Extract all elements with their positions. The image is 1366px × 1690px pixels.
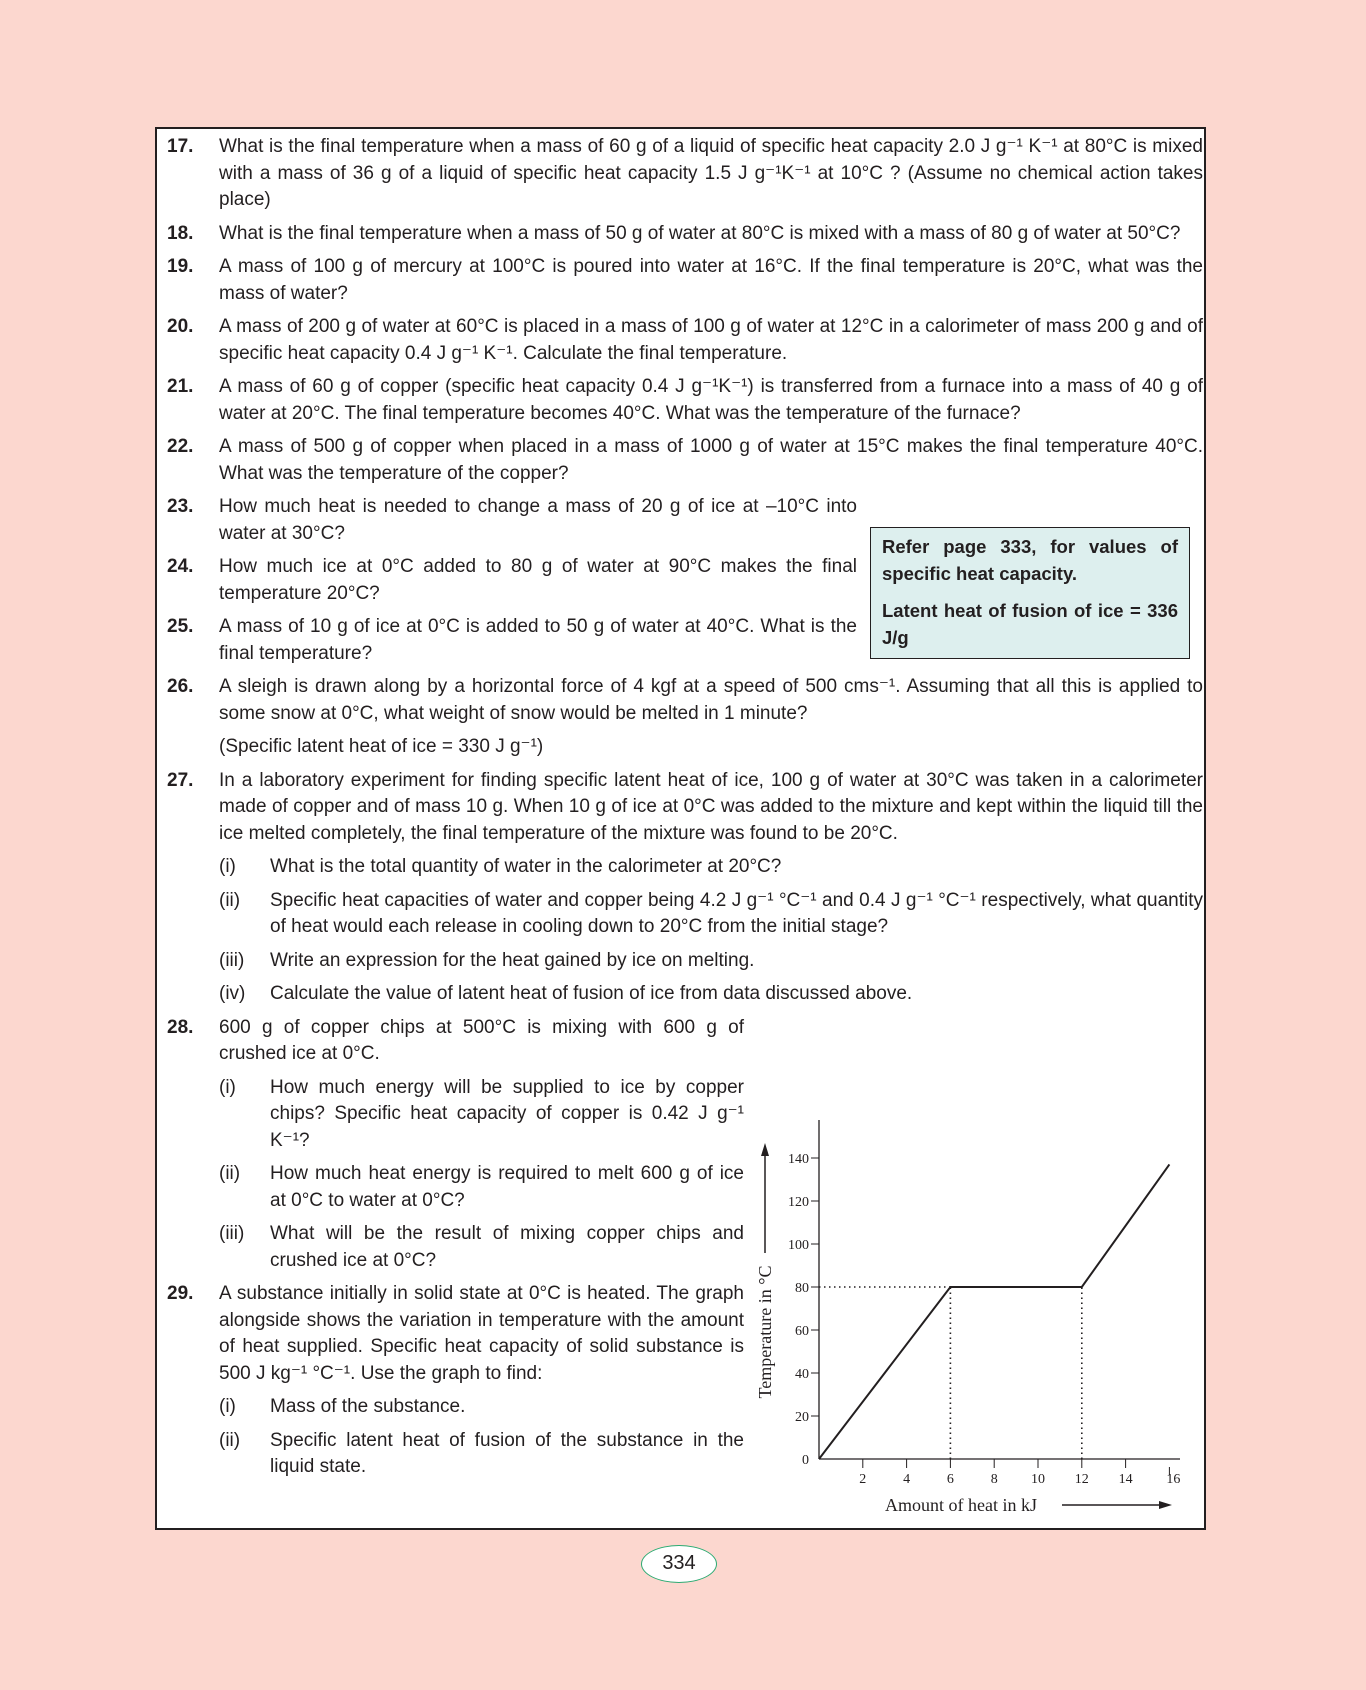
question-part (167, 981, 1203, 1008)
question-text: How much heat is needed to change a mass of 20 g of ice at –10°C into water at 30°C? (219, 496, 857, 544)
part-text: What will be the result of mixing copper chips and crushed ice at 0°C? (270, 1223, 744, 1271)
reference-box (870, 527, 1190, 659)
question-item (167, 554, 857, 607)
y-tick-label: 100 (788, 1238, 809, 1253)
part-number: (i) (219, 1076, 236, 1098)
question-item (167, 1015, 744, 1068)
part-text: Write an expression for the heat gained by ice on melting. (270, 949, 755, 971)
x-tick-label: 10 (1031, 1472, 1045, 1487)
part-text: How much energy will be supplied to ice by copper chips? Specific heat capacity of copper is 0.42 J g⁻¹ K⁻¹? (270, 1076, 744, 1151)
y-tick-label: 40 (795, 1367, 809, 1382)
series-line (819, 1164, 1169, 1459)
question-text: A substance initially in solid state at 0°C is heated. The graph alongside shows the variation in temperature with the amount of heat supplied. Specific heat capacity of solid substance is 500 J kg⁻¹ °C⁻¹. Use the graph to find: (219, 1283, 744, 1384)
question-part (167, 1428, 744, 1481)
question-item (167, 374, 1203, 427)
part-text: Specific latent heat of fusion of the substance in the liquid state. (270, 1429, 744, 1477)
part-number: (ii) (219, 1429, 241, 1451)
x-tick-label: 14 (1118, 1472, 1133, 1487)
question-text: In a laboratory experiment for finding specific latent heat of ice, 100 g of water at 30°C was taken in a calorimeter made of copper and of mass 10 g. When 10 g of ice at 0°C was added to the mixture and kept within the liquid till the ice melted completely, the final temperature of the mixture was found to be 20°C. (219, 769, 1203, 844)
question-item (167, 674, 1203, 727)
question-item (167, 494, 857, 547)
reference-latent-heat: Latent heat of fusion of ice = 336 J/g (882, 600, 1178, 648)
question-number: 17. (167, 136, 194, 157)
y-tick-label: 20 (795, 1410, 809, 1425)
question-text: A mass of 100 g of mercury at 100°C is poured into water at 16°C. If the final temperature is 20°C, what was the mass of water? (219, 256, 1203, 304)
part-text: What is the total quantity of water in the calorimeter at 20°C? (270, 856, 782, 877)
question-number: 23. (167, 496, 194, 517)
x-tick-label: 4 (903, 1472, 911, 1487)
question-item (167, 1281, 744, 1387)
question-number: 24. (167, 556, 194, 577)
part-number: (ii) (219, 889, 241, 911)
x-tick-label: 8 (990, 1472, 998, 1487)
y-tick-label: 0 (802, 1453, 809, 1468)
part-text: How much heat energy is required to melt 600 g of ice at 0°C to water at 0°C? (270, 1163, 744, 1211)
question-number: 22. (167, 436, 194, 457)
question-text: What is the final temperature when a mass of 50 g of water at 80°C is mixed with a mass of 80 g of water at 50°C? (219, 222, 1181, 244)
question-text: A sleigh is drawn along by a horizontal force of 4 kgf at a speed of 500 cms⁻¹. Assuming that all this is applied to some snow at 0°C, what weight of snow would be melted in 1 minute? (219, 676, 1203, 724)
x-tick-label: 6 (946, 1472, 954, 1487)
part-number: (iii) (219, 1223, 245, 1244)
question-text: A mass of 10 g of ice at 0°C is added to 50 g of water at 40°C. What is the final temperature? (219, 616, 857, 664)
question-item (167, 221, 1203, 248)
x-axis-label: Amount of heat in kJ (885, 1495, 1037, 1515)
question-item (167, 614, 857, 667)
part-text: Mass of the substance. (270, 1396, 466, 1417)
question-part (167, 1161, 744, 1214)
question-text: A mass of 500 g of copper when placed in a mass of 1000 g of water at 15°C makes the final temperature 40°C. What was the temperature of the copper? (219, 436, 1203, 484)
question-note: (Specific latent heat of ice = 330 J g⁻¹) (219, 736, 544, 757)
question-part (167, 854, 1203, 881)
question-number: 28. (167, 1016, 194, 1038)
question-number: 21. (167, 376, 194, 397)
question-item (167, 134, 1203, 214)
question-part (167, 948, 1203, 975)
question-number: 18. (167, 222, 194, 244)
reference-specific-heat: Refer page 333, for values of specific heat capacity. (882, 536, 1178, 584)
part-number: (iv) (219, 983, 246, 1004)
question-part (167, 1221, 744, 1274)
question-item (167, 768, 1203, 848)
x-tick-label: 2 (859, 1472, 867, 1487)
question-text: A mass of 200 g of water at 60°C is placed in a mass of 100 g of water at 12°C in a calorimeter of mass 200 g and of specific heat capacity 0.4 J g⁻¹ K⁻¹. Calculate the final temperature. (219, 316, 1203, 364)
y-axis-label: Temperature in °C (755, 1265, 775, 1399)
question-text: A mass of 60 g of copper (specific heat capacity 0.4 J g⁻¹K⁻¹) is transferred from a furnace into a mass of 40 g of water at 20°C. The final temperature becomes 40°C. What was the temperature of the furnace? (219, 376, 1203, 424)
question-text: How much ice at 0°C added to 80 g of water at 90°C makes the final temperature 20°C? (219, 556, 857, 604)
y-tick-label: 60 (795, 1324, 809, 1339)
question-text: 600 g of copper chips at 500°C is mixing with 600 g of crushed ice at 0°C. (219, 1016, 744, 1064)
question-number: 29. (167, 1283, 194, 1304)
x-tick-label: 16 (1166, 1472, 1181, 1487)
y-tick-label: 140 (788, 1152, 809, 1167)
part-text: Calculate the value of latent heat of fusion of ice from data discussed above. (270, 983, 913, 1004)
page-number: 334 (641, 1545, 717, 1583)
arrow-up-icon (761, 1143, 769, 1156)
question-number: 20. (167, 316, 194, 337)
y-tick-label: 120 (788, 1195, 809, 1210)
part-number: (i) (219, 856, 236, 877)
question-text: What is the final temperature when a mass of 60 g of a liquid of specific heat capacity 2.0 J g⁻¹ K⁻¹ at 80°C is mixed with a mass of 36 g of a liquid of specific heat capacity 1.5 J g⁻¹K⁻¹ at 10°C ? (Assume no chemical action takes place) (219, 136, 1203, 210)
arrow-right-icon (1159, 1501, 1172, 1509)
question-item (167, 434, 1203, 487)
question-item (167, 314, 1203, 367)
y-tick-label: 80 (795, 1281, 809, 1296)
part-number: (i) (219, 1396, 236, 1417)
question-number: 26. (167, 676, 194, 697)
x-tick-label: 12 (1074, 1472, 1089, 1487)
temperature-heat-graph (740, 1100, 1200, 1530)
question-number: 27. (167, 769, 194, 791)
question-part (167, 888, 1203, 941)
part-number: (iii) (219, 949, 245, 971)
question-number: 19. (167, 256, 194, 277)
question-part (167, 1075, 744, 1155)
question-item (167, 254, 1203, 307)
question-number: 25. (167, 616, 194, 637)
part-text: Specific heat capacities of water and copper being 4.2 J g⁻¹ °C⁻¹ and 0.4 J g⁻¹ °C⁻¹ respectively, what quantity of heat would each release in cooling down to 20°C from the initial stage? (270, 889, 1203, 937)
part-number: (ii) (219, 1163, 241, 1184)
question-part (167, 1394, 744, 1421)
